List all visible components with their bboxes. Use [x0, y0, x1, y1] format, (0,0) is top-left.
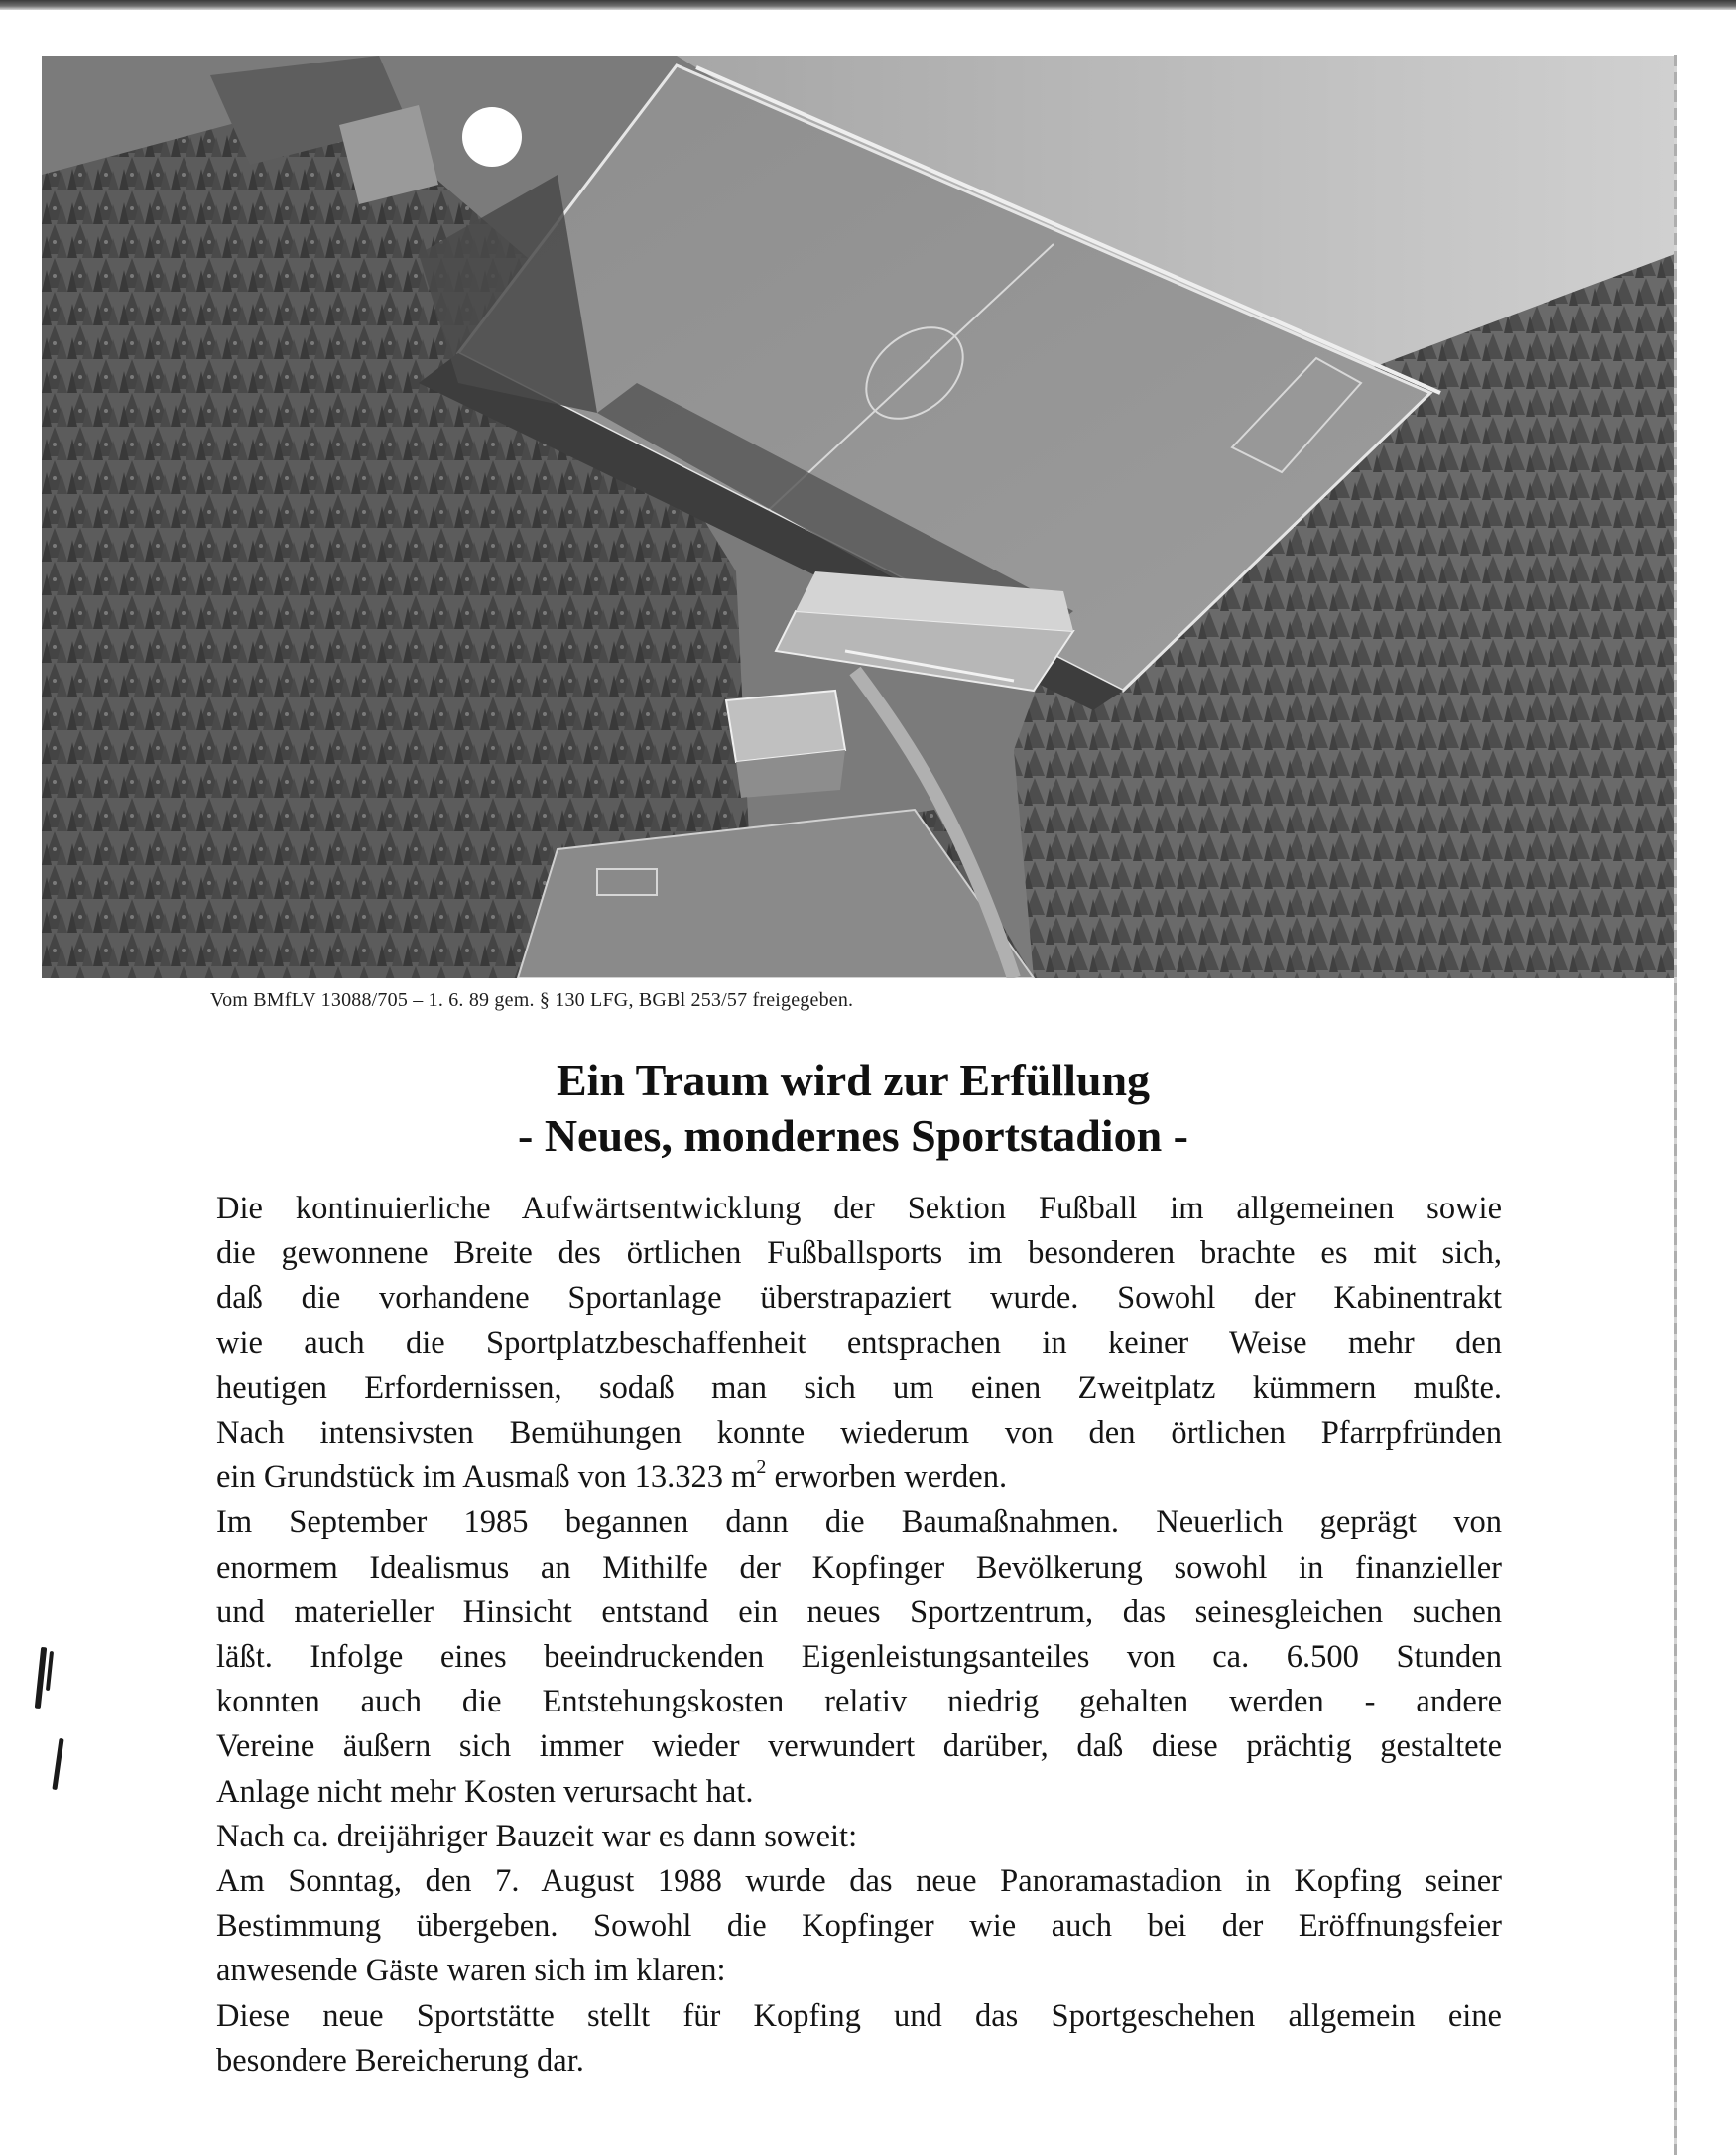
article-body — [216, 1187, 1502, 2084]
margin-pen-mark — [52, 1738, 63, 1790]
body-line: heutigen Erfordernissen, sodaß man sich um einen Zweitplatz kümmern mußte. — [216, 1369, 1502, 1406]
article-subtitle: - Neues, mondernes Sportstadion - — [518, 1110, 1188, 1161]
area-text-suffix: erworben werden. — [766, 1459, 1008, 1496]
body-line: Nach intensivsten Bemühungen konnte wiederum von den örtlichen Pfarrpfründen — [216, 1415, 1502, 1452]
body-line: Diese neue Sportstätte stellt für Kopfing und das Sportgeschehen allgemein eine — [216, 1997, 1502, 2034]
area-text: ein Grundstück im Ausmaß von 13.323 m — [216, 1459, 757, 1496]
photo-caption: Vom BMfLV 13088/705 – 1. 6. 89 gem. § 130 LFG, BGBl 253/57 freigegeben. — [210, 989, 854, 1011]
scan-top-edge — [0, 0, 1736, 10]
body-line: die gewonnene Breite des örtlichen Fußballsports im besonderen brachte es mit sich, — [216, 1235, 1502, 1272]
body-line: daß die vorhandene Sportanlage überstrapaziert wurde. Sowohl der Kabinentrakt — [216, 1280, 1502, 1317]
body-line: enormem Idealismus an Mithilfe der Kopfinger Bevölkerung sowohl in finanzieller — [216, 1549, 1502, 1585]
body-line: anwesende Gäste waren sich im klaren: — [216, 1953, 726, 1989]
body-line: Vereine äußern sich immer wieder verwundert darüber, daß diese prächtig gestaltete — [216, 1728, 1502, 1765]
body-line: besondere Bereicherung dar. — [216, 2042, 584, 2079]
article-title: Ein Traum wird zur Erfüllung — [556, 1055, 1151, 1105]
body-line: Bestimmung übergeben. Sowohl die Kopfinger wie auch bei der Eröffnungsfeier — [216, 1908, 1502, 1945]
margin-pen-mark — [46, 1651, 54, 1691]
body-line: wie auch die Sportplatzbeschaffenheit entsprachen in keiner Weise mehr den — [216, 1325, 1502, 1361]
body-line: konnten auch die Entstehungskosten relativ niedrig gehalten werden - andere — [216, 1684, 1502, 1720]
body-line: Am Sonntag, den 7. August 1988 wurde das neue Panoramastadion in Kopfing seiner — [216, 1863, 1502, 1900]
body-line: und materieller Hinsicht entstand ein neues Sportzentrum, das seinesgleichen suchen — [216, 1593, 1502, 1630]
body-line: Die kontinuierliche Aufwärtsentwicklung der Sektion Fußball im allgemeinen sowie — [216, 1191, 1502, 1226]
body-line-area — [216, 1456, 1502, 1500]
body-line: Anlage nicht mehr Kosten verursacht hat. — [216, 1773, 754, 1810]
aerial-stadium-photo — [42, 56, 1674, 978]
body-line: Nach ca. dreijähriger Bauzeit war es dann soweit: — [216, 1818, 858, 1854]
margin-pen-mark — [35, 1647, 47, 1709]
body-line: Im September 1985 begannen dann die Baumaßnahmen. Neuerlich geprägt von — [216, 1504, 1502, 1541]
body-line: läßt. Infolge eines beeindruckenden Eigenleistungsanteiles von ca. 6.500 Stunden — [216, 1639, 1502, 1676]
square-superscript: 2 — [756, 1457, 767, 1479]
